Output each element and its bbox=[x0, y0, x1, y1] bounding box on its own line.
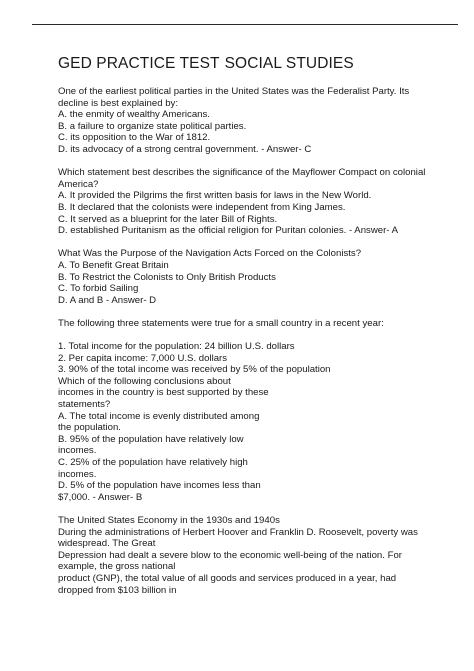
top-horizontal-rule bbox=[32, 24, 458, 25]
question-4-option-a: A. The total income is evenly distributed among bbox=[58, 410, 260, 422]
question-2-option-a: A. It provided the Pilgrims the first written basis for laws in the New World. bbox=[58, 190, 372, 202]
question-3-option-d: D. A and B - Answer- D bbox=[58, 294, 157, 306]
question-4-intro bbox=[58, 318, 462, 330]
question-3-option-a: A. To Benefit Great Britain bbox=[58, 259, 169, 271]
question-4-option-b-cont: incomes. bbox=[58, 445, 97, 457]
question-4-line: Which of the following conclusions about bbox=[58, 375, 231, 387]
question-3-option-c: C. To forbid Sailing bbox=[58, 283, 139, 295]
question-1-line: decline is best explained by: bbox=[58, 97, 178, 109]
question-5 bbox=[58, 515, 462, 596]
question-2-option-d: D. established Puritanism as the official religion for Puritan colonies. - Answer- A bbox=[58, 225, 399, 237]
question-4-statement-2: 2. Per capita income: 7,000 U.S. dollars bbox=[58, 352, 228, 364]
question-3-option-b: B. To Restrict the Colonists to Only British Products bbox=[58, 271, 276, 283]
question-4-intro-line: The following three statements were true for a small country in a recent year: bbox=[58, 317, 384, 329]
question-1-option-d: D. its advocacy of a strong central government. - Answer- C bbox=[58, 143, 312, 155]
question-1-line: One of the earliest political parties in the United States was the Federalist Party. Its bbox=[58, 86, 410, 97]
question-5-line: Depression had dealt a severe blow to the economic well-being of the nation. For bbox=[58, 549, 402, 561]
question-4-option-d-cont: $7,000. - Answer- B bbox=[58, 491, 143, 503]
document-page bbox=[58, 54, 462, 608]
question-4-statement-3: 3. 90% of the total income was received by 5% of the population bbox=[58, 364, 331, 376]
question-5-line: During the administrations of Herbert Hoover and Franklin D. Roosevelt, poverty was bbox=[58, 526, 418, 538]
question-3 bbox=[58, 248, 462, 306]
question-5-line: dropped from $103 billion in bbox=[58, 584, 177, 596]
question-4-line: statements? bbox=[58, 399, 111, 411]
question-5-line: widespread. The Great bbox=[58, 538, 156, 550]
question-4-option-d: D. 5% of the population have incomes less than bbox=[58, 480, 261, 492]
question-2-option-c: C. It served as a blueprint for the later Bill of Rights. bbox=[58, 213, 278, 225]
question-4-option-b: B. 95% of the population have relatively low bbox=[58, 433, 244, 445]
question-4-option-c: C. 25% of the population have relatively high bbox=[58, 457, 248, 468]
page-title bbox=[58, 54, 462, 74]
question-4 bbox=[58, 341, 462, 503]
question-1-option-b: B. a failure to organize state political parties. bbox=[58, 120, 247, 132]
question-2-line: Which statement best describes the significance of the Mayflower Compact on colonial bbox=[58, 167, 426, 179]
title-part-2: SOCIAL STUDIES bbox=[224, 55, 354, 72]
title-part-1: GED PRACTICE TEST bbox=[58, 55, 220, 72]
question-5-heading: The United States Economy in the 1930s and 1940s bbox=[58, 514, 280, 526]
question-4-statement-1: 1. Total income for the population: 24 billion U.S. dollars bbox=[58, 341, 295, 353]
question-2 bbox=[58, 167, 462, 237]
question-2-option-b: B. It declared that the colonists were independent from King James. bbox=[58, 201, 346, 213]
question-3-line: What Was the Purpose of the Navigation Acts Forced on the Colonists? bbox=[58, 248, 362, 260]
question-4-option-c-cont: incomes. bbox=[58, 468, 97, 480]
question-4-line: incomes in the country is best supported by these bbox=[58, 387, 269, 399]
question-1-option-c: C. its opposition to the War of 1812. bbox=[58, 132, 211, 144]
question-1-option-a: A. the enmity of wealthy Americans. bbox=[58, 109, 210, 121]
question-5-line: example, the gross national bbox=[58, 561, 176, 573]
question-5-line: product (GNP), the total value of all goods and services produced in a year, had bbox=[58, 572, 397, 584]
question-2-line: America? bbox=[58, 178, 99, 190]
question-4-option-a-cont: the population. bbox=[58, 422, 121, 434]
question-1 bbox=[58, 86, 462, 156]
